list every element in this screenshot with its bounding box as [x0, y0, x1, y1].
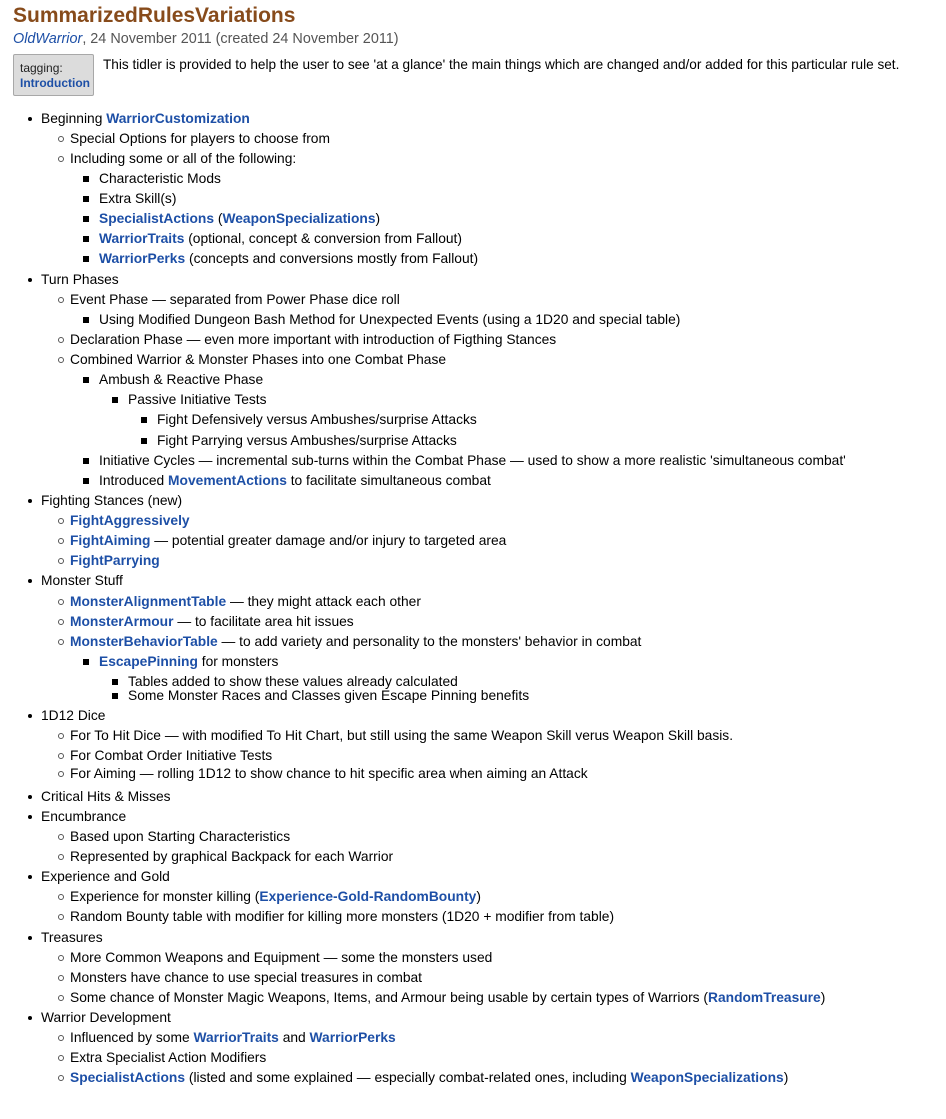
bullet-icon — [28, 499, 32, 503]
bullet-icon — [28, 936, 32, 940]
item-text: ) — [375, 211, 381, 226]
list-item-text — [99, 209, 380, 229]
bullet-icon — [58, 136, 64, 142]
bullet-icon — [58, 834, 64, 840]
bullet-icon — [28, 278, 32, 282]
tagging-label: tagging: — [20, 61, 63, 75]
bullet-icon — [58, 914, 64, 920]
bullet-icon — [83, 236, 89, 242]
list-item-text — [41, 109, 250, 129]
item-text: 1D12 Dice — [41, 708, 106, 723]
item-text: Turn Phases — [41, 272, 119, 287]
list-item-text — [70, 726, 733, 746]
bullet-icon — [58, 156, 64, 162]
bullet-icon — [112, 679, 118, 685]
item-text: ) — [820, 990, 826, 1005]
list-item-text — [128, 686, 529, 706]
bullet-icon — [58, 558, 64, 564]
list-item-text — [157, 410, 477, 430]
list-item-text — [70, 746, 272, 766]
tiddler-link[interactable]: WarriorCustomization — [106, 111, 250, 126]
item-text: Initiative Cycles — incremental sub-turns within the Combat Phase — used to show a more realistic 'simultaneous combat' — [99, 453, 846, 468]
item-text: Experience for monster killing ( — [70, 889, 260, 904]
bullet-icon — [58, 894, 64, 900]
bullet-icon — [112, 693, 118, 699]
list-item-text — [70, 632, 641, 652]
bullet-icon — [58, 733, 64, 739]
item-text: Fight Parrying versus Ambushes/surprise Attacks — [157, 433, 457, 448]
bullet-icon — [112, 397, 118, 403]
list-item-text — [41, 491, 182, 511]
list-item-text — [41, 571, 123, 591]
bullet-icon — [58, 599, 64, 605]
list-item-text — [70, 1068, 788, 1088]
bullet-icon — [58, 753, 64, 759]
bullet-icon — [83, 256, 89, 262]
item-text: ) — [476, 889, 481, 904]
list-item-text — [70, 149, 296, 169]
list-item-text — [41, 270, 119, 290]
item-text: and — [278, 1030, 310, 1045]
item-text: Introduced — [99, 473, 169, 488]
list-item-text — [70, 531, 506, 551]
item-text: Extra Skill(s) — [99, 191, 177, 206]
item-text: ) — [783, 1070, 789, 1085]
list-item-text — [99, 189, 176, 209]
item-text: Combined Warrior & Monster Phases into one Combat Phase — [70, 352, 447, 367]
item-text: — to add variety and personality to the monsters' behavior in combat — [217, 634, 642, 649]
item-text: For Combat Order Initiative Tests — [70, 748, 273, 763]
item-text: Warrior Development — [41, 1010, 171, 1025]
list-item-text — [70, 1048, 266, 1068]
item-text: For To Hit Dice — with modified To Hit Chart, but still using the same Weapon Skill verus Weapon Skill basis. — [70, 728, 734, 743]
bullet-icon — [28, 117, 32, 121]
item-text: Fight Defensively versus Ambushes/surprise Attacks — [157, 412, 477, 427]
item-text: — to facilitate area hit issues — [173, 614, 354, 629]
tiddler-link[interactable]: RandomTreasure — [708, 990, 821, 1005]
bullet-icon — [58, 955, 64, 961]
list-item-text — [70, 1028, 396, 1048]
item-text: (optional, concept & conversion from Fallout) — [184, 231, 462, 246]
tiddler-link[interactable]: WeaponSpecializations — [222, 211, 376, 226]
tiddler-link[interactable]: WarriorTraits — [99, 231, 185, 246]
bullet-icon — [58, 1055, 64, 1061]
list-item-text — [70, 907, 614, 927]
tiddler-link[interactable]: MonsterArmour — [70, 614, 174, 629]
item-text: Event Phase — separated from Power Phase dice roll — [70, 292, 400, 307]
list-item-text — [70, 592, 421, 612]
list-item-text — [70, 551, 160, 571]
item-text: ( — [214, 211, 223, 226]
list-item-text — [41, 807, 126, 827]
tiddler-link[interactable]: FightParrying — [70, 553, 160, 568]
tiddler-link[interactable]: WeaponSpecializations — [630, 1070, 784, 1085]
bullet-icon — [28, 795, 32, 799]
bullet-icon — [28, 815, 32, 819]
list-item-text — [70, 350, 446, 370]
tiddler-link[interactable]: WarriorPerks — [309, 1030, 396, 1045]
item-text: Monster Stuff — [41, 573, 123, 588]
bullet-icon — [83, 478, 89, 484]
list-item-text — [41, 787, 171, 807]
list-item-text — [99, 451, 846, 471]
tiddler-link[interactable]: MonsterBehaviorTable — [70, 634, 218, 649]
bullet-icon — [58, 619, 64, 625]
item-text: Special Options for players to choose from — [70, 131, 330, 146]
tag-link-introduction[interactable]: Introduction — [20, 76, 90, 90]
author-link[interactable]: OldWarrior — [13, 31, 83, 47]
bullet-icon — [83, 458, 89, 464]
item-text: for monsters — [197, 654, 279, 669]
item-text: Tables added to show these values already calculated — [128, 674, 458, 689]
bullet-icon — [58, 975, 64, 981]
item-text: Random Bounty table with modifier for killing more monsters (1D20 + modifier from table) — [70, 909, 615, 924]
list-item-text — [70, 612, 354, 632]
item-text: Including some or all of the following: — [70, 151, 297, 166]
item-text: Beginning — [41, 111, 107, 126]
bullet-icon — [58, 1035, 64, 1041]
page-title[interactable]: SummarizedRulesVariations — [13, 4, 296, 27]
bullet-icon — [28, 579, 32, 583]
list-item-text — [70, 948, 492, 968]
item-text: (concepts and conversions mostly from Fallout) — [185, 251, 479, 266]
list-item-text — [70, 511, 190, 531]
bullet-icon — [83, 377, 89, 383]
list-item-text — [41, 928, 103, 948]
tiddler-link[interactable]: Experience-Gold-RandomBounty — [259, 889, 477, 904]
item-text: Influenced by some — [70, 1030, 194, 1045]
bullet-icon — [58, 337, 64, 343]
tiddler-link[interactable]: MovementActions — [168, 473, 287, 488]
bullet-icon — [83, 317, 89, 323]
item-text: — potential greater damage and/or injury to targeted area — [150, 533, 507, 548]
item-text: Extra Specialist Action Modifiers — [70, 1050, 267, 1065]
item-text: Using Modified Dungeon Bash Method for Unexpected Events (using a 1D20 and special table) — [99, 312, 681, 327]
list-item-text — [99, 471, 491, 491]
list-item-text — [70, 827, 290, 847]
tiddler-link[interactable]: EscapePinning — [99, 654, 198, 669]
list-item-text — [99, 310, 680, 330]
list-item-text — [70, 988, 825, 1008]
bullet-icon — [28, 1016, 32, 1020]
bullet-icon — [83, 659, 89, 665]
item-text: Experience and Gold — [41, 869, 170, 884]
bullet-icon — [58, 538, 64, 544]
list-item-text — [70, 129, 330, 149]
item-text: Represented by graphical Backpack for each Warrior — [70, 849, 394, 864]
item-text: Monsters have chance to use special treasures in combat — [70, 970, 423, 985]
list-item-text — [99, 249, 478, 269]
intro-text: This tidler is provided to help the user to see 'at a glance' the main things which are changed and/or added for this particular rule set. — [103, 57, 900, 72]
list-item-text — [157, 431, 457, 451]
item-text: Based upon Starting Characteristics — [70, 829, 291, 844]
bullet-icon — [58, 1075, 64, 1081]
list-item-text — [99, 370, 263, 390]
bullet-icon — [58, 995, 64, 1001]
item-text: Some Monster Races and Classes given Escape Pinning benefits — [128, 688, 530, 703]
tiddler-link[interactable]: MonsterAlignmentTable — [70, 594, 227, 609]
list-item-text — [99, 229, 462, 249]
tiddler-link[interactable]: SpecialistActions — [99, 211, 215, 226]
tagging-box — [13, 54, 94, 96]
list-item-text — [41, 867, 170, 887]
list-item-text — [99, 652, 278, 672]
bullet-icon — [58, 518, 64, 524]
bullet-icon — [58, 639, 64, 645]
list-item-text — [41, 1008, 171, 1028]
bullet-icon — [83, 196, 89, 202]
item-text: Characteristic Mods — [99, 171, 221, 186]
list-item-text — [70, 968, 422, 988]
bullet-icon — [58, 854, 64, 860]
tiddler-link[interactable]: WarriorPerks — [99, 251, 186, 266]
item-text: (listed and some explained — especially combat-related ones, including — [185, 1070, 631, 1085]
list-item-text — [70, 290, 400, 310]
date-info: , 24 November 2011 (created 24 November 2011) — [82, 31, 399, 47]
item-text: More Common Weapons and Equipment — some the monsters used — [70, 950, 493, 965]
list-item-text — [41, 706, 105, 726]
item-text: Passive Initiative Tests — [128, 392, 267, 407]
item-text: Fighting Stances (new) — [41, 493, 183, 508]
bullet-icon — [83, 216, 89, 222]
bullet-icon — [58, 357, 64, 363]
item-text: — they might attack each other — [226, 594, 421, 609]
bullet-icon — [141, 417, 147, 423]
item-text: Some chance of Monster Magic Weapons, Items, and Armour being usable by certain types of Warriors ( — [70, 990, 709, 1005]
item-text: to facilitate simultaneous combat — [286, 473, 491, 488]
item-text: Declaration Phase — even more important with introduction of Figthing Stances — [70, 332, 557, 347]
tiddler-link[interactable]: FightAiming — [70, 533, 151, 548]
bullet-icon — [28, 714, 32, 718]
tiddler-link[interactable]: FightAggressively — [70, 513, 190, 528]
list-item-text — [128, 390, 267, 410]
item-text: Ambush & Reactive Phase — [99, 372, 264, 387]
list-item-text — [70, 887, 481, 907]
item-text: For Aiming — rolling 1D12 to show chance to hit specific area when aiming an Attack — [70, 766, 588, 781]
tiddler-subtitle — [13, 31, 399, 47]
item-text: Critical Hits & Misses — [41, 789, 171, 804]
item-text: Treasures — [41, 930, 103, 945]
bullet-icon — [83, 176, 89, 182]
list-item-text — [70, 847, 393, 867]
bullet-icon — [58, 771, 64, 777]
bullet-icon — [28, 875, 32, 879]
list-item-text — [99, 169, 221, 189]
item-text: Encumbrance — [41, 809, 127, 824]
tiddler-link[interactable]: SpecialistActions — [70, 1070, 186, 1085]
list-item-text — [70, 330, 556, 350]
tiddler-link[interactable]: WarriorTraits — [193, 1030, 279, 1045]
list-item-text — [70, 764, 588, 784]
bullet-icon — [58, 297, 64, 303]
bullet-icon — [141, 438, 147, 444]
